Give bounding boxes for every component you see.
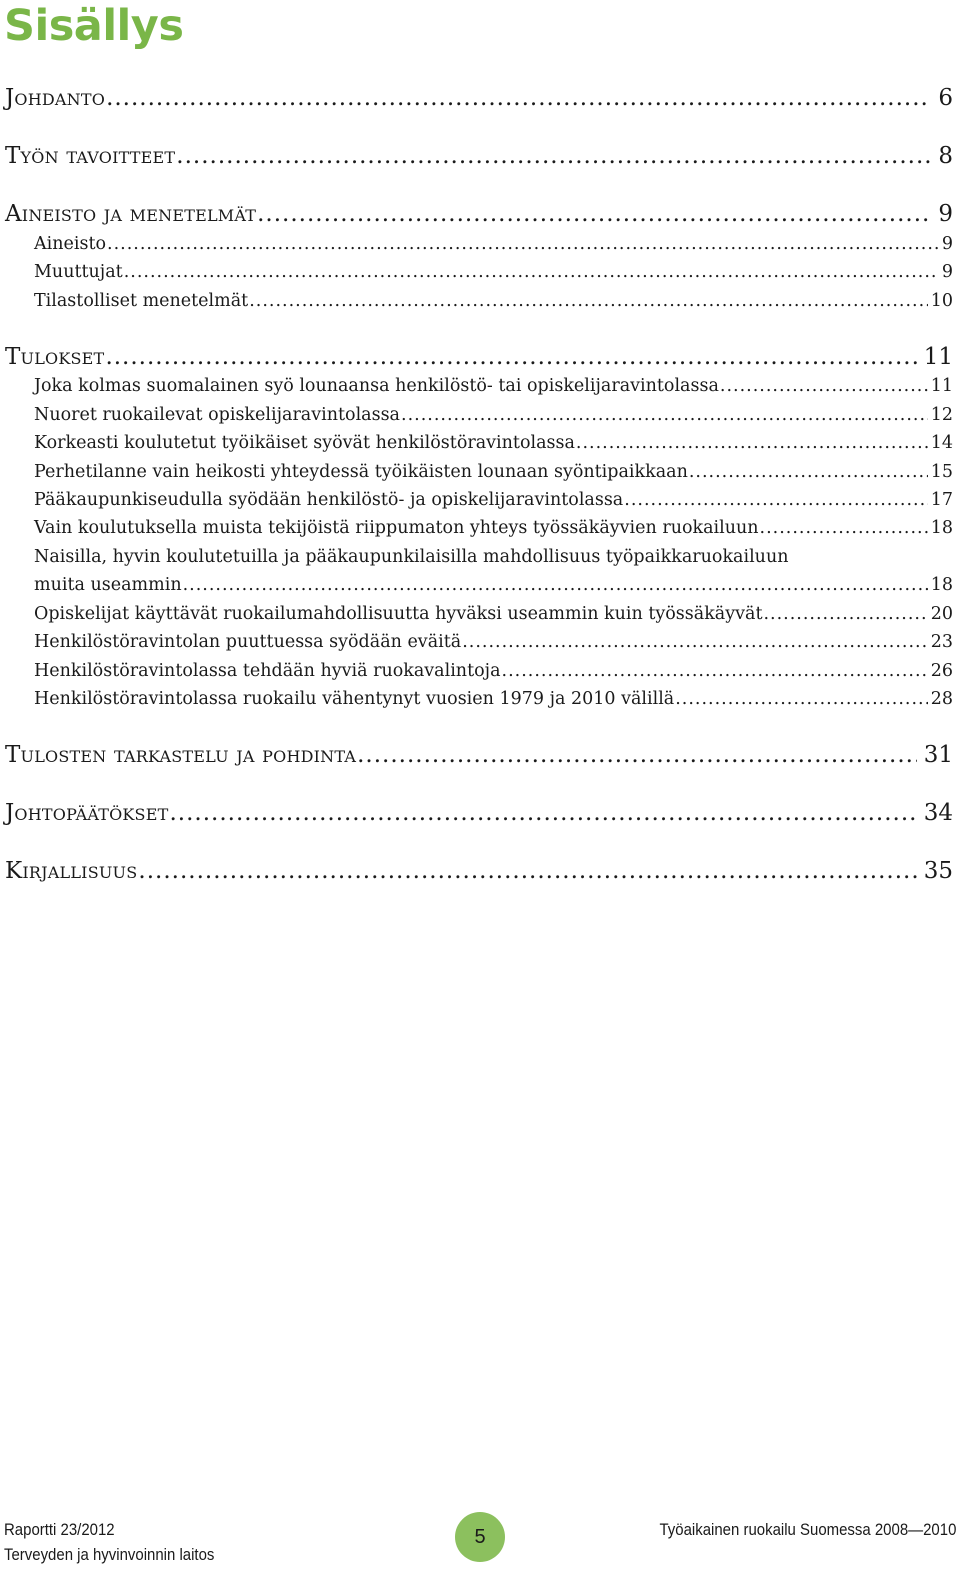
dot-leader <box>624 487 927 513</box>
toc-entry-title: Opiskelijat käyttävät ruokailumahdollisuutta hyväksi useammin kuin työssäkäyvät <box>34 604 763 624</box>
toc-entry-page: 10 <box>930 291 953 311</box>
toc-entry-perhetilanne[interactable] <box>34 459 953 485</box>
toc-entry-title: Tulokset <box>5 344 105 370</box>
toc-entry-tulosten-tarkastelu[interactable] <box>5 740 953 770</box>
toc-entry-joka-kolmas[interactable] <box>34 373 953 399</box>
dot-leader <box>105 342 916 372</box>
footer-institute: Terveyden ja hyvinvoinnin laitos <box>4 1545 215 1564</box>
page-title: Sisällys <box>4 1 184 51</box>
dot-leader <box>760 515 928 541</box>
toc-entry-aineisto-ja-menetelmat[interactable] <box>5 199 953 229</box>
toc-entry-page: 9 <box>938 201 953 227</box>
dot-leader <box>401 402 928 428</box>
toc-entry-page: 34 <box>923 800 953 826</box>
toc-entry-korkeasti-koulutetut[interactable] <box>34 430 953 456</box>
toc-entry-page: 23 <box>930 632 953 652</box>
toc-entry-naisilla-line1[interactable]: Naisilla, hyvin koulutetuilla ja pääkaupunkilaisilla mahdollisuus työpaikkaruokailuun <box>34 547 789 567</box>
toc-entry-title: Korkeasti koulutetut työikäiset syövät henkilöstöravintolassa <box>34 433 575 453</box>
toc-entry-page: 15 <box>930 462 953 482</box>
toc-entry-page: 35 <box>923 858 953 884</box>
toc-entry-naisilla[interactable] <box>34 572 953 598</box>
toc-entry-page: 20 <box>930 604 953 624</box>
dot-leader <box>357 740 917 770</box>
toc-entry-page: 26 <box>930 661 953 681</box>
toc-entry-kirjallisuus[interactable] <box>5 856 953 886</box>
toc-entry-title: Henkilöstöravintolassa ruokailu vähentynyt vuosien 1979 ja 2010 välillä <box>34 689 675 709</box>
toc-entry-title: Tilastolliset menetelmät <box>34 291 249 311</box>
toc-entry-title: Johtopäätökset <box>5 800 169 826</box>
toc-entry-page: 11 <box>923 344 953 370</box>
toc-entry-page: 9 <box>941 262 953 282</box>
dot-leader <box>462 629 928 655</box>
toc-entry-page: 6 <box>938 85 953 111</box>
toc-entry-title: Pääkaupunkiseudulla syödään henkilöstö- ja opiskelijaravintolassa <box>34 490 624 510</box>
toc-entry-title: Johdanto <box>5 85 106 111</box>
toc-entry-page: 18 <box>930 518 953 538</box>
dot-leader <box>502 658 928 684</box>
footer-report: Raportti 23/2012 <box>4 1520 115 1539</box>
toc-entry-page: 28 <box>930 689 953 709</box>
toc-entry-page: 31 <box>923 742 953 768</box>
dot-leader <box>183 572 928 598</box>
dot-leader <box>107 231 939 257</box>
toc-entry-tilastolliset-menetelmat[interactable] <box>34 288 953 314</box>
dot-leader <box>257 199 931 229</box>
toc-entry-title: Vain koulutuksella muista tekijöistä riippumaton yhteys työssäkäyvien ruokailuun <box>34 518 759 538</box>
toc-entry-title: Henkilöstöravintolassa tehdään hyviä ruokavalintoja <box>34 661 501 681</box>
page-number-badge: 5 <box>455 1512 505 1562</box>
toc-entry-tulokset[interactable] <box>5 342 953 372</box>
dot-leader <box>249 288 928 314</box>
dot-leader <box>124 259 939 285</box>
dot-leader <box>169 798 916 828</box>
dot-leader <box>763 601 927 627</box>
dot-leader <box>176 141 931 171</box>
toc-entry-title: Joka kolmas suomalainen syö lounaansa henkilöstö- tai opiskelijaravintolassa <box>34 376 719 396</box>
dot-leader <box>576 430 928 456</box>
toc-entry-title: Henkilöstöravintolan puuttuessa syödään eväitä <box>34 632 462 652</box>
toc-entry-title: Työn tavoitteet <box>5 143 176 169</box>
toc-entry-tyon-tavoitteet[interactable] <box>5 141 953 171</box>
toc-entry-title: Aineisto <box>34 234 107 254</box>
toc-entry-page: 9 <box>941 234 953 254</box>
toc-entry-muuttujat[interactable] <box>34 259 953 285</box>
dot-leader <box>106 83 931 113</box>
toc-entry-page: 8 <box>938 143 953 169</box>
toc-entry-henkilostoravintolan-puuttuessa[interactable] <box>34 629 953 655</box>
toc-entry-page: 12 <box>930 405 953 425</box>
toc-entry-page: 18 <box>930 575 953 595</box>
toc-entry-hyvia-ruokavalintoja[interactable] <box>34 658 953 684</box>
toc-entry-opiskelijat[interactable] <box>34 601 953 627</box>
toc-entry-aineisto[interactable] <box>34 231 953 257</box>
dot-leader <box>138 856 916 886</box>
toc-entry-johdanto[interactable] <box>5 83 953 113</box>
dot-leader <box>689 459 928 485</box>
toc-entry-johtopaatokset[interactable] <box>5 798 953 828</box>
toc-entry-title: Kirjallisuus <box>5 858 138 884</box>
toc-entry-page: 14 <box>930 433 953 453</box>
toc-entry-title: Muuttujat <box>34 262 123 282</box>
toc-entry-page: 11 <box>930 376 953 396</box>
toc-entry-title: Aineisto ja menetelmät <box>5 201 257 227</box>
toc-entry-page: 17 <box>930 490 953 510</box>
toc-entry-paakaupunkiseudulla[interactable] <box>34 487 953 513</box>
toc-entry-title: Perhetilanne vain heikosti yhteydessä työikäisten lounaan syöntipaikkaan <box>34 462 688 482</box>
footer-publication: Työaikainen ruokailu Suomessa 2008—2010 <box>659 1520 956 1539</box>
toc-entry-vain-koulutuksella[interactable] <box>34 515 953 541</box>
toc-entry-ruokailu-vahentynyt[interactable] <box>34 686 953 712</box>
toc-entry-nuoret[interactable] <box>34 402 953 428</box>
dot-leader <box>720 373 928 399</box>
dot-leader <box>675 686 927 712</box>
toc-entry-title: Tulosten tarkastelu ja pohdinta <box>5 742 357 768</box>
toc-entry-title: muita useammin <box>34 575 182 595</box>
toc-entry-title: Nuoret ruokailevat opiskelijaravintolassa <box>34 405 400 425</box>
